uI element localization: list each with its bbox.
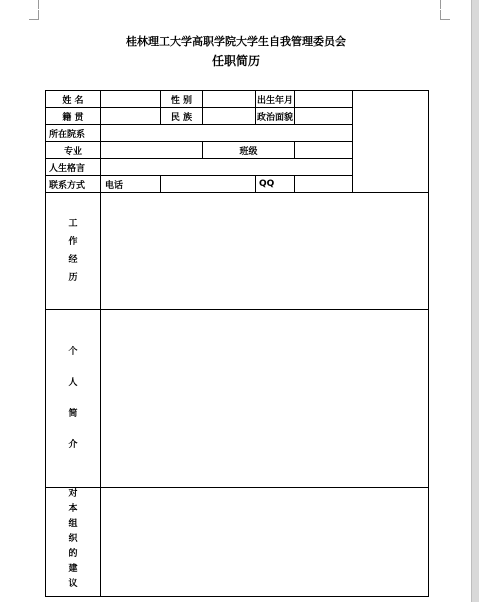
page-scroll-edge [471, 0, 479, 602]
margin-guide-left [38, 0, 39, 9]
motto-value-cell[interactable] [101, 159, 353, 176]
gender-label: 性 别 [161, 91, 203, 108]
personal-intro-char: 介 [68, 439, 78, 450]
ethnicity-value-cell[interactable] [203, 108, 256, 125]
major-label: 专业 [46, 142, 101, 159]
motto-label: 人生格言 [46, 159, 101, 176]
personal-intro-label [46, 310, 101, 488]
ethnicity-label: 民 族 [161, 108, 203, 125]
department-value-cell[interactable] [101, 125, 353, 142]
qq-value-cell[interactable] [295, 176, 353, 193]
department-label: 所在院系 [46, 125, 101, 142]
personal-intro-char: 人 [68, 377, 78, 388]
name-label: 姓 名 [46, 91, 101, 108]
margin-corner-top-left [29, 10, 39, 20]
major-value-cell[interactable] [101, 142, 203, 159]
personal-intro-char: 个 [68, 346, 78, 357]
personal-intro-content[interactable] [101, 310, 429, 488]
work-experience-label [46, 193, 101, 310]
work-experience-char: 工 [68, 218, 78, 229]
document-subtitle: 任职简历 [211, 54, 260, 68]
contact-label: 联系方式 [46, 176, 101, 193]
resume-form-table [45, 90, 429, 597]
class-value-cell[interactable] [295, 142, 353, 159]
qq-label: QQ [256, 176, 295, 193]
suggestions-char: 织 [68, 534, 78, 544]
photo-cell[interactable] [353, 91, 429, 193]
personal-intro-char: 简 [68, 408, 78, 419]
margin-guide-right [440, 0, 441, 9]
phone-label: 电话 [101, 176, 161, 193]
birth-label: 出生年月 [256, 91, 295, 108]
work-experience-char: 历 [68, 272, 78, 283]
margin-corner-top-right [440, 10, 450, 20]
birth-value-cell[interactable] [295, 91, 353, 108]
suggestions-char: 的 [68, 549, 78, 559]
name-value-cell[interactable] [101, 91, 161, 108]
suggestions-char: 组 [68, 519, 78, 529]
hometown-label: 籍 贯 [46, 108, 101, 125]
work-experience-content[interactable] [101, 193, 429, 310]
hometown-value-cell[interactable] [101, 108, 161, 125]
suggestions-char: 建 [68, 564, 78, 574]
political-label: 政治面貌 [256, 108, 295, 125]
suggestions-char: 议 [68, 579, 78, 589]
suggestions-label [46, 488, 101, 597]
suggestions-content[interactable] [101, 488, 429, 597]
work-experience-char: 作 [68, 236, 78, 247]
document-title: 桂林理工大学高职学院大学生自我管理委员会 [126, 35, 346, 48]
political-value-cell[interactable] [295, 108, 353, 125]
gender-value-cell[interactable] [203, 91, 256, 108]
work-experience-char: 经 [68, 254, 78, 265]
phone-value-cell[interactable] [161, 176, 256, 193]
suggestions-char: 对 [68, 489, 78, 499]
suggestions-char: 本 [68, 504, 78, 514]
class-label: 班级 [203, 142, 295, 159]
